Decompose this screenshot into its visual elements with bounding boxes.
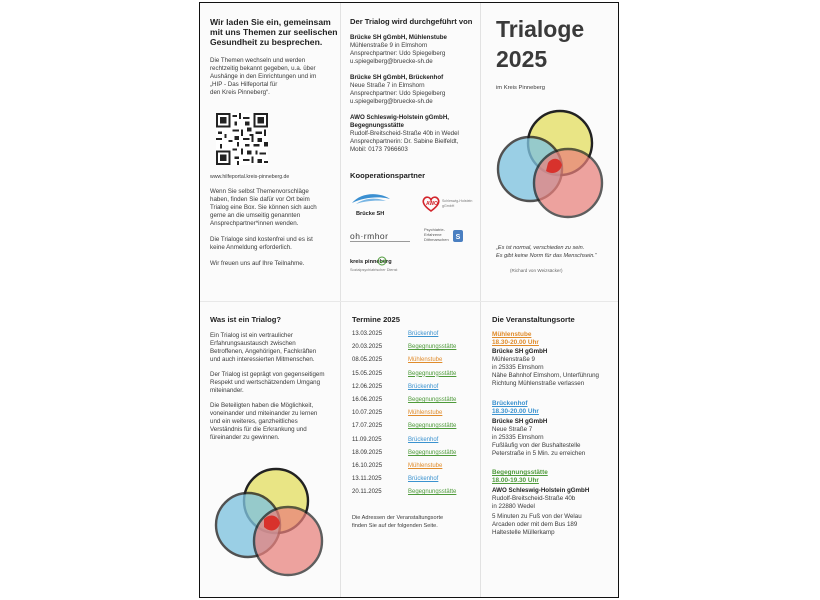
text-line: voneinander und miteinander zu lernen [210,410,318,417]
venue-line: Rudolf-Breitscheid-Straße 40b [492,495,576,502]
text-line: Die Trialoge sind kostenfrei und es ist [210,236,313,243]
org-line: Ansprechpartner: Udo Spiegelberg [350,50,446,57]
text-line: Trialog eine Box. Sie können sich auch [210,204,317,211]
date-value: 16.10.2025 [352,463,383,469]
date-value: 13.11.2025 [352,476,382,483]
organizers-heading: Der Trialog wird durchgeführt von [350,17,473,26]
venn-diagram [490,103,614,231]
text-line: haben, finden Sie dafür vor Ort beim [210,196,310,203]
cover-year: 2025 [496,46,548,72]
text-line: Verständnis für die Erkrankung und [210,426,307,433]
venue-line: in 25335 Elmshorn [492,434,544,441]
flyer-sheet [199,2,619,598]
text-line: den Kreis Pinneberg“. [210,89,270,96]
date-venue-link[interactable]: Begegnungsstätte [408,423,457,430]
panel-organizers [340,3,480,301]
venue-name-begegnungsstaette[interactable]: Begegnungsstätte [492,469,548,476]
quote-line: „Es ist normal, verschieden zu sein. [496,245,585,251]
text-line: Die Beteiligten haben die Möglichkeit, [210,402,314,409]
venue-line: Brücke SH gGmbH [492,348,548,355]
psych-logo-line: Dithmarschen [424,237,449,242]
venue-time: 18.30-20.00 Uhr [492,408,539,415]
dates-note-line: Die Adressen der Veranstaltungsorte [352,515,444,521]
text-line: und ein weiteres, ganzheitliches [210,418,298,425]
text-line: füreinander zu gewinnen. [210,434,280,441]
cover-subtitle: im Kreis Pinneberg [496,85,545,91]
text-line: Die Themen wechseln und werden [210,57,306,64]
invitation-heading-line: Gesundheit zu besprechen. [210,37,323,47]
date-venue-link[interactable]: Begegnungsstätte [408,370,457,377]
venue-line: Neue Straße 7 [492,426,533,433]
hilfeportal-url[interactable]: www.hilfeportal.kreis-pinneberg.de [210,174,290,180]
text-line: Wenn Sie selbst Themenvorschläge [210,188,309,195]
section-heading: Was ist ein Trialog? [210,315,282,324]
panel-what-is-trialog [200,301,340,598]
awo-logo-sub: Schleswig-Holstein gGmbH [442,199,473,208]
date-row [352,343,477,352]
venue-line: 5 Minuten zu Fuß von der Welau [492,513,582,520]
org-line: Ansprechpartnerin: Dr. Sabine Bielfeldt, [350,138,459,145]
org-line: Neue Straße 7 in Elmshorn [350,82,425,89]
date-venue-link[interactable]: Begegnungsstätte [408,397,457,403]
text-line: Der Trialog ist geprägt von gegenseitigem [210,371,325,378]
text-line: keine Anmeldung erforderlich. [210,244,292,251]
org-line: Mühlenstraße 9 in Elmshorn [350,42,428,49]
date-row [352,449,477,458]
venue-line: Brücke SH gGmbH [492,418,548,425]
venue-name-muehlenstube[interactable]: Mühlenstube [492,331,532,338]
venue-name-brueckenhof[interactable]: Brückenhof [492,400,528,407]
bruecke-sh-logo [350,191,396,213]
date-value: 20.11.2025 [352,489,382,496]
date-value: 08.05.2025 [352,357,383,364]
text-line: gerne an die umseitig genannten [210,212,301,219]
org-name: Begegnungsstätte [350,122,404,129]
date-value: 17.07.2025 [352,423,383,430]
org-name: Brücke SH gGmbH, Mühlenstube [350,34,447,41]
section-heading: Termine 2025 [352,315,400,324]
venn-diagram [208,461,332,589]
date-venue-link[interactable]: Begegnungsstätte [408,344,457,351]
date-value: 10.07.2025 [352,410,383,417]
date-venue-link[interactable]: Brückenhof [408,436,439,443]
section-heading: Die Veranstaltungsorte [492,315,575,324]
venue-line: Mühlenstraße 9 [492,356,535,363]
text-line: Respekt und wertschätzendem Umgang [210,379,321,386]
dates-note-line: finden Sie auf der folgenden Seite. [352,523,438,529]
org-name: AWO Schleswig-Holstein gGmbH, [350,114,450,121]
check-circle-icon [377,256,387,266]
date-value: 15.05.2025 [352,370,383,377]
date-row [352,370,477,379]
venue-line: Richtung Mühlenstraße verlassen [492,380,585,387]
panel-cover [480,3,619,301]
logo-underline [350,241,410,242]
panel-invitation [200,3,340,301]
date-venue-link[interactable]: Brückenhof [408,331,439,337]
text-line: Aushänge in den Einrichtungen und im [210,73,317,80]
panel-dates [340,301,480,598]
qr-code[interactable] [216,113,268,165]
org-phone[interactable]: Mobil: 0173 7966603 [350,146,408,153]
kreis-logo-sub: Sozialpsychiatrischer Dienst [350,268,398,272]
date-value: 20.03.2025 [352,344,383,351]
venue-line: Peterstraße in 5 Min. zu erreichen [492,450,586,457]
psych-logo-line: Erfahrene [424,232,442,237]
text-line: Ansprechpartner*innen wenden. [210,220,299,227]
svg-text:S: S [455,234,461,241]
date-row [352,330,477,339]
date-venue-link[interactable]: Mühlenstube [408,463,443,469]
psych-logo-line: Psychiatrie- [424,227,445,232]
venue-line: in 25335 Elmshorn [492,364,544,371]
date-row [352,409,477,418]
date-venue-link[interactable]: Brückenhof [408,476,439,483]
org-email[interactable]: u.spiegelberg@bruecke-sh.de [350,98,433,105]
org-email[interactable]: u.spiegelberg@bruecke-sh.de [350,58,433,65]
org-name: Brücke SH gGmbH, Brückenhof [350,74,444,81]
text-line: miteinander. [210,387,244,394]
date-row [352,488,477,497]
quote-author: (Richard von Weizsäcker) [510,268,563,273]
text-line: und auch interessierten Mitmenschen. [210,356,315,363]
org-line: Rudolf-Breitscheid-Straße 40b in Wedel [350,130,459,137]
text-line: rechtzeitig bekannt gegeben, u.a. über [210,65,316,72]
text-line: Ein Trialog ist ein vertraulicher [210,332,293,339]
venue-time: 18.00-19.30 Uhr [492,477,539,484]
date-row [352,383,477,392]
date-value: 16.06.2025 [352,397,383,403]
panel-venues [480,301,619,598]
text-line: Erfahrungsaustausch zwischen [210,340,296,347]
date-row [352,462,477,471]
date-row [352,475,477,484]
ahoehr-logo: oh·rmhor [350,231,389,241]
cover-title: Trialoge [496,16,585,42]
date-venue-link[interactable]: Brückenhof [408,383,439,390]
sparkasse-logo-icon [452,229,464,245]
text-line: Betroffenen, Angehörigen, Fachkräften [210,348,317,355]
date-row [352,422,477,431]
date-value: 12.06.2025 [352,383,383,390]
date-row [352,436,477,445]
partners-heading: Kooperationspartner [350,171,426,180]
date-venue-link[interactable]: Begegnungsstätte [408,489,457,496]
date-row [352,356,477,365]
date-venue-link[interactable]: Begegnungsstätte [408,449,457,456]
date-row [352,396,477,405]
venue-line: Fußläufig von der Bushaltestelle [492,442,581,449]
date-value: 11.09.2025 [352,436,382,443]
quote-line: Es gibt keine Norm für das Menschsein.“ [496,253,597,259]
venue-line: AWO Schleswig-Holstein gGmbH [492,487,590,494]
date-venue-link[interactable]: Mühlenstube [408,410,443,417]
venue-line: Nähe Bahnhof Elmshorn, Unterführung [492,372,599,379]
venue-line: in 22880 Wedel [492,503,535,510]
venue-time: 18.30-20.00 Uhr [492,339,539,346]
venue-line: Arcaden oder mit dem Bus 189 [492,521,578,528]
date-value: 13.03.2025 [352,331,383,337]
date-venue-link[interactable]: Mühlenstube [408,357,443,364]
invitation-heading-line: Wir laden Sie ein, gemeinsam [210,17,331,27]
org-line: Ansprechpartner: Udo Spiegelberg [350,90,446,97]
invitation-heading-line: mit uns Themen zur seelischen [210,27,338,37]
kreis-pinneberg-logo: kreis pinneberg [350,259,392,265]
text-line: „HIP - Das Hilfeportal für [210,81,278,88]
venue-line: Haltestelle Müllerkamp [492,529,555,536]
awo-logo-text: AWO [426,201,438,207]
closing-line: Wir freuen uns auf Ihre Teilnahme. [210,260,305,267]
date-value: 18.09.2025 [352,449,383,456]
bruecke-logo-text: Brücke SH [356,211,385,217]
